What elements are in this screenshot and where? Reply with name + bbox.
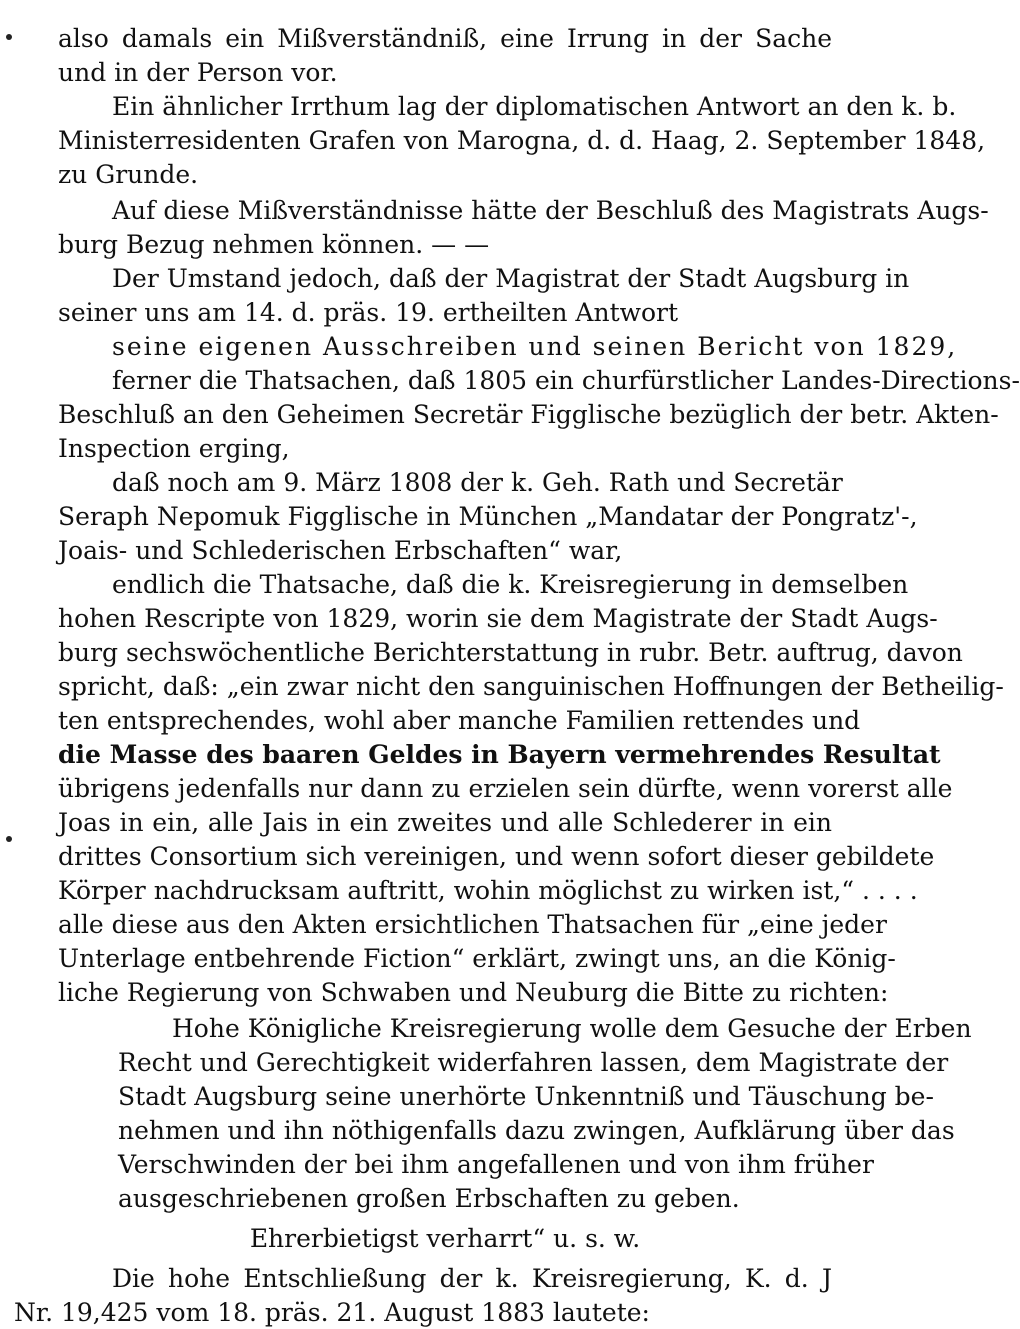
margin-dot [6,34,12,40]
text-line: drittes Consortium sich vereinigen, und wenn sofort dieser gebildete [58,842,935,871]
closing-line: Ehrerbietigst verharrt“ u. s. w. [249,1224,641,1253]
text-line: Verschwinden der bei ihm angefallenen und von ihm früher [118,1150,874,1179]
text-line: nehmen und ihn nöthigenfalls dazu zwingen, Aufklärung über das [118,1116,955,1145]
text-line: daß noch am 9. März 1808 der k. Geh. Rath und Secretär [112,468,843,497]
text-line: Joais- und Schlederischen Erbschaften“ war, [58,536,623,565]
text-line: Unterlage entbehrende Fiction“ erklärt, zwingt uns, an die König- [58,944,896,973]
text-line: Der Umstand jedoch, daß der Magistrat der Stadt Augsburg in [112,264,910,293]
margin-dot [6,836,12,842]
text-line: Recht und Gerechtigkeit widerfahren lassen, dem Magistrate der [118,1048,949,1077]
text-line: zu Grunde. [58,160,199,189]
text-line: seine eigenen Ausschreiben und seinen Bericht von 1829, [112,332,958,361]
text-line: alle diese aus den Akten ersichtlichen Thatsachen für „eine jeder [58,910,887,939]
text-line: also damals ein Mißverständniß, eine Irrung in der Sache [58,24,832,53]
text-line: burg sechswöchentliche Berichterstattung in rubr. Betr. auftrug, davon [58,638,963,667]
text-line: Die hohe Entschließung der k. Kreisregierung, K. d. J [112,1264,832,1293]
text-line: Auf diese Mißverständnisse hätte der Beschluß des Magistrats Augs- [112,196,989,225]
text-line: ausgeschriebenen großen Erbschaften zu geben. [118,1184,740,1213]
text-line: seiner uns am 14. d. präs. 19. ertheilten Antwort [58,298,679,327]
text-line: liche Regierung von Schwaben und Neuburg die Bitte zu richten: [58,978,889,1007]
text-line: Hohe Königliche Kreisregierung wolle dem Gesuche der Erben [172,1014,972,1043]
text-line: Ein ähnlicher Irrthum lag der diplomatischen Antwort an den k. b. [112,92,957,121]
text-line: Körper nachdrucksam auftritt, wohin möglichst zu wirken ist,“ . . . . [58,876,918,905]
text-line: Ministerresidenten Grafen von Marogna, d. d. Haag, 2. September 1848, [58,126,986,155]
text-line: endlich die Thatsache, daß die k. Kreisregierung in demselben [112,570,909,599]
text-line: Inspection erging, [58,434,290,463]
text-line: die Masse des baaren Geldes in Bayern vermehrendes Resultat [58,740,941,769]
text-line: Stadt Augsburg seine unerhörte Unkenntniß und Täuschung be- [118,1082,934,1111]
text-line: Joas in ein, alle Jais in ein zweites und alle Schlederer in ein [58,808,832,837]
text-line: Nr. 19,425 vom 18. präs. 21. August 1883 lautete: [14,1298,650,1327]
text-line: burg Bezug nehmen können. — — [58,230,490,259]
text-line: Beschluß an den Geheimen Secretär Figglische bezüglich der betr. Akten- [58,400,999,429]
text-line: hohen Rescripte von 1829, worin sie dem Magistrate der Stadt Augs- [58,604,938,633]
text-line: ferner die Thatsachen, daß 1805 ein churfürstlicher Landes-Directions- [112,366,1020,395]
text-line: spricht, daß: „ein zwar nicht den sanguinischen Hoffnungen der Betheilig- [58,672,1004,701]
text-line: ten entsprechendes, wohl aber manche Familien rettendes und [58,706,861,735]
text-line: übrigens jedenfalls nur dann zu erzielen sein dürfte, wenn vorerst alle [58,774,953,803]
text-line: und in der Person vor. [58,58,338,87]
text-line: Seraph Nepomuk Figglische in München „Mandatar der Pongratz'-, [58,502,918,531]
